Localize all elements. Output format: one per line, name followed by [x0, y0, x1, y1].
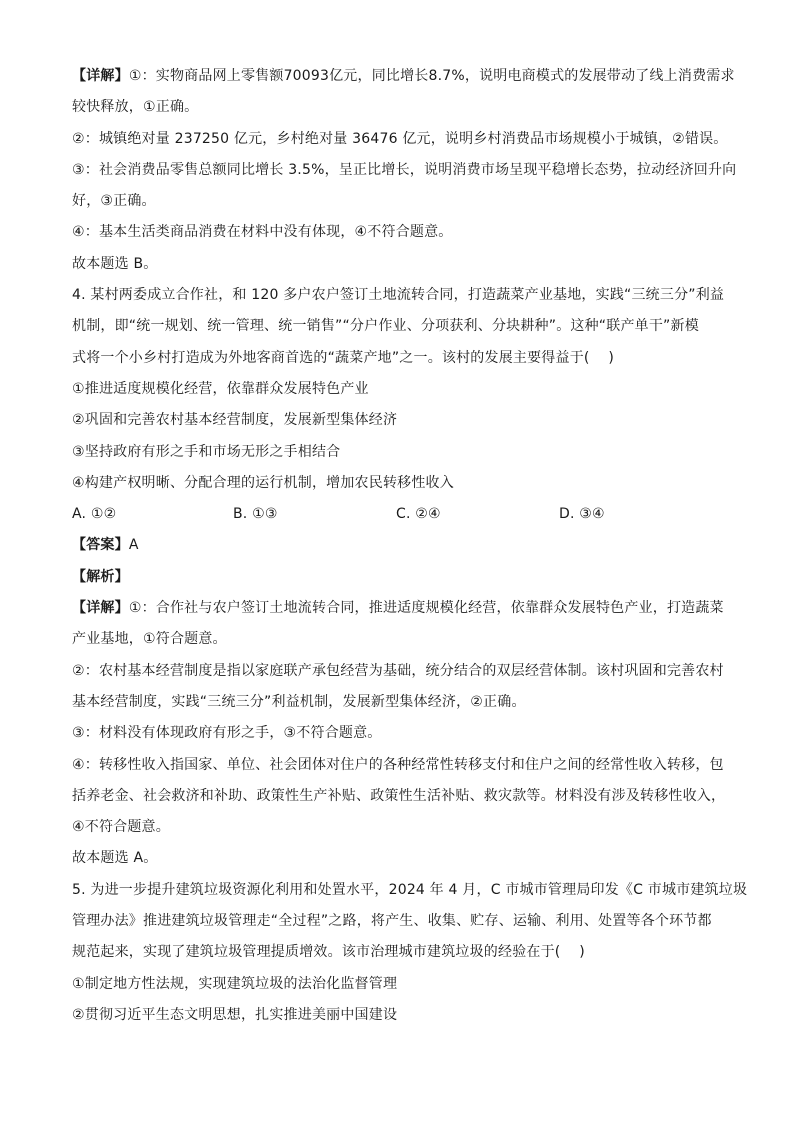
- answer-options: [72, 504, 732, 524]
- option-a: A. ①②: [72, 506, 117, 523]
- answer-value: A: [128, 537, 139, 554]
- text-line: 括养老金、社会救济和补助、政策性生产补贴、政策性生活补贴、救灾款等。材料没有涉及转移性收入，: [72, 787, 726, 804]
- text-line: ②：农村基本经营制度是指以家庭联产承包经营为基础，统分结合的双层经营体制。该村巩固和完善农村: [72, 662, 724, 679]
- text-line: ④不符合题意。: [72, 819, 170, 836]
- section-tag: 【详解】: [72, 600, 129, 617]
- text-line: ②：城镇绝对量 237250 亿元，乡村绝对量 36476 亿元，说明乡村消费品市场规模小于城镇，②错误。: [72, 130, 728, 147]
- section-tag: 【详解】: [72, 68, 129, 84]
- text-line: 故本题选 B。: [72, 255, 158, 272]
- option-d: D. ③④: [559, 506, 605, 523]
- option-c: C. ②④: [396, 506, 441, 523]
- text-line: 较快释放，①正确。: [72, 99, 199, 116]
- text-line: ③：社会消费品零售总额同比增长 3.5%，呈正比增长，说明消费市场呈现平稳增长态势，拉动经济回升向: [72, 161, 737, 178]
- text-line: 好，③正确。: [72, 193, 156, 210]
- statement-item: ④构建产权明晰、分配合理的运行机制，增加农民转移性收入: [72, 474, 454, 491]
- statement-item: ①制定地方性法规，实现建筑垃圾的法治化监督管理: [72, 975, 398, 992]
- question-4-stem: 式将一个小乡村打造成为外地客商首选的“蔬菜产地”之一。该村的发展主要得益于( ): [72, 349, 615, 366]
- line-text: ①：合作社与农户签订土地流转合同，推进适度规模化经营，依靠群众发展特色产业，打造蔬菜: [128, 600, 724, 617]
- answer-line: [72, 535, 732, 555]
- question-5-stem: 5. 为进一步提升建筑垃圾资源化利用和处置水平，2024 年 4 月，C 市城市管理局印发《C 市城市建筑垃圾: [72, 881, 748, 898]
- text-line: [72, 598, 732, 618]
- text-line: ④：基本生活类商品消费在材料中没有体现，④不符合题意。: [72, 224, 453, 241]
- document-page: [72, 66, 748, 1025]
- text-line: ③：材料没有体现政府有形之手，③不符合题意。: [72, 725, 382, 742]
- text-line: 产业基地，①符合题意。: [72, 631, 227, 648]
- question-5-stem: 管理办法》推进建筑垃圾管理走“全过程”之路，将产生、收集、贮存、运输、利用、处置等各个环节都: [72, 913, 712, 930]
- statement-item: ②巩固和完善农村基本经营制度，发展新型集体经济: [72, 412, 398, 429]
- text-line: 故本题选 A。: [72, 850, 158, 867]
- statement-item: ③坚持政府有形之手和市场无形之手相结合: [72, 443, 341, 460]
- text-line: [72, 66, 735, 86]
- statement-item: ①推进适度规模化经营，依靠群众发展特色产业: [72, 380, 369, 397]
- text-line: 基本经营制度，实践“三统三分”利益机制，发展新型集体经济，②正确。: [72, 693, 526, 710]
- answer-tag: 【答案】: [72, 537, 129, 554]
- question-4-stem: 机制，即“统一规划、统一管理、统一销售”“分户作业、分项获利、分块耕种”。这种“联产单干”新模: [72, 318, 699, 335]
- question-5-stem: 规范起来，实现了建筑垃圾管理提质增效。该市治理城市建筑垃圾的经验在于( ): [72, 944, 585, 961]
- text-line: ④：转移性收入指国家、单位、社会团体对住户的各种经常性转移支付和住户之间的经常性收入转移，包: [72, 756, 724, 773]
- statement-item: ②贯彻习近平生态文明思想，扎实推进美丽中国建设: [72, 1006, 398, 1023]
- question-4-stem: 4. 某村两委成立合作社，和 120 多户农户签订土地流转合同，打造蔬菜产业基地，实践“三统三分”利益: [72, 287, 725, 304]
- line-text: ①：实物商品网上零售额70093亿元，同比增长8.7%，说明电商模式的发展带动了线上消费需求: [128, 68, 735, 84]
- option-b: B. ①③: [233, 506, 278, 523]
- analysis-tag: 【解析】: [72, 568, 129, 585]
